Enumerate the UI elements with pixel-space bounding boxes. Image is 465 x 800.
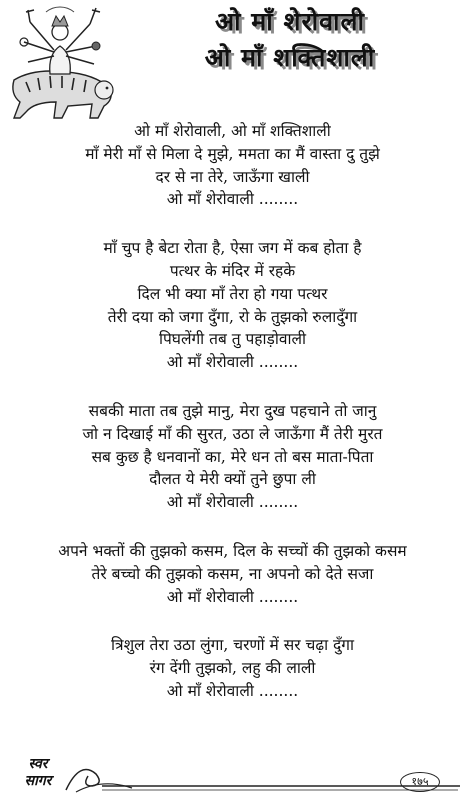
page-number: १७५ (400, 772, 440, 792)
lyric-line: पत्थर के मंदिर में रहके (169, 261, 296, 280)
lyrics-body (0, 120, 465, 729)
song-title (120, 4, 460, 76)
logo-line: स्वर (28, 756, 48, 772)
lyric-line: तेरी दया को जगा दुँगा, रो के तुझको रुलादुँगा (107, 307, 358, 326)
lyric-line: सब कुछ है धनवानों का, मेरे धन तो बस माता-पिता (91, 447, 374, 466)
title-line: ओ माँ शेरोवाली (215, 7, 365, 36)
lyric-line: पिघलेंगी तब तु पहाड़ोवाली (158, 330, 307, 349)
lyric-line: दर से ना तेरे, जाऊँगा खाली (155, 167, 310, 186)
lyric-line: अपने भक्तों की तुझको कसम, दिल के सच्चों की तुझको कसम (58, 541, 407, 560)
lyric-line: रंग देंगी तुझको, लहु की लाली (149, 659, 316, 678)
lyric-line: त्रिशुल तेरा उठा लुंगा, चरणों में सर चढ़ा दुँगा (111, 636, 354, 655)
lyric-line: ओ माँ शेरोवाली ........ (166, 587, 299, 606)
lyric-line: ओ माँ शेरोवाली ........ (166, 190, 299, 209)
stanza-2 (0, 237, 465, 374)
lyric-line: जो न दिखाई माँ की सुरत, उठा ले जाऊँगा मैं तेरी मुरत (82, 424, 383, 443)
lyric-line: माँ चुप है बेटा रोता है, ऐसा जग में कब होता है (103, 239, 362, 258)
lyric-line: सबकी माता तब तुझे मानु, मेरा दुख पहचाने तो जानु (88, 401, 377, 420)
lyric-line: माँ मेरी माँ से मिला दे मुझे, ममता का मैं वास्ता दु तुझे (85, 144, 380, 163)
lyric-line: ओ माँ शेरोवाली ........ (166, 493, 299, 512)
logo-line: सागर (24, 773, 52, 789)
lyric-line: दौलत ये मेरी क्यों तुने छुपा ली (149, 470, 316, 489)
stanza-3 (0, 400, 465, 514)
page-footer (0, 752, 465, 800)
swar-sagar-logo (8, 756, 68, 790)
stanza-5 (0, 634, 465, 702)
lyric-line: ओ माँ शेरोवाली, ओ माँ शक्तिशाली (134, 122, 331, 140)
lyric-line: ओ माँ शेरोवाली ........ (166, 353, 299, 372)
goddess-on-tiger-illustration (4, 2, 122, 120)
lyric-line: तेरे बच्चो की तुझको कसम, ना अपनो को देते सजा (91, 564, 374, 583)
lyric-line: दिल भी क्या माँ तेरा हो गया पत्थर (137, 284, 328, 303)
stanza-4 (0, 540, 465, 608)
stanza-1 (0, 120, 465, 211)
title-line: ओ माँ शक्तिशाली (204, 43, 376, 72)
lyric-line: ओ माँ शेरोवाली ........ (166, 681, 299, 700)
